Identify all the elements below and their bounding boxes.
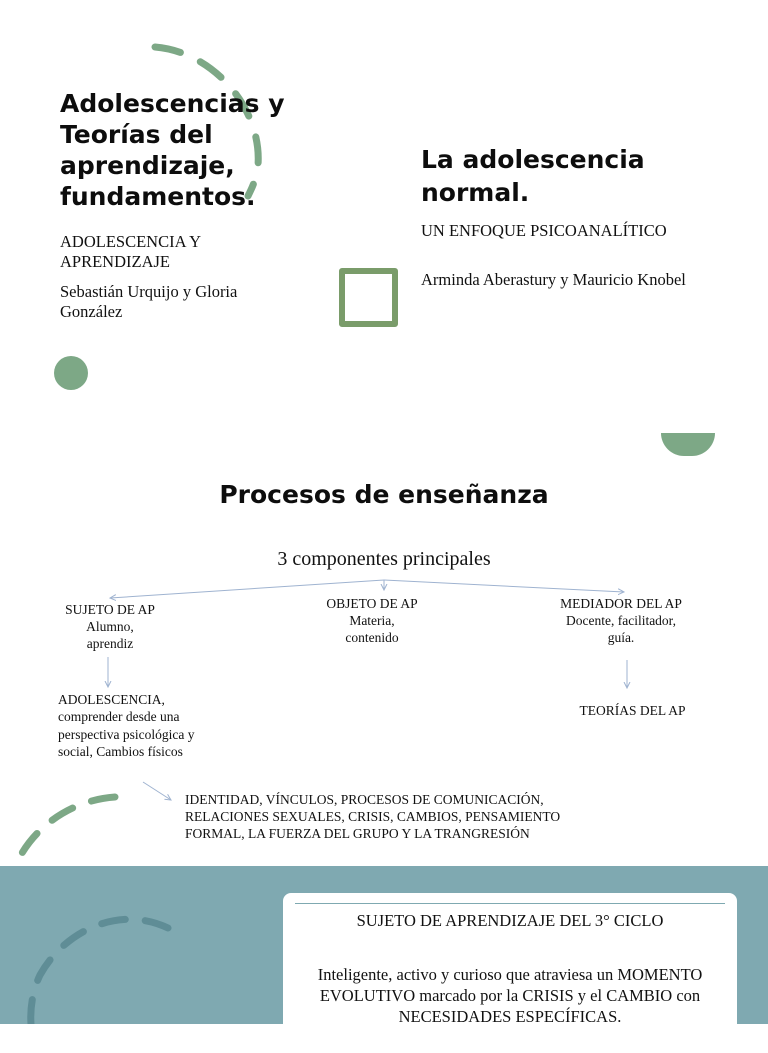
node-objeto-heading: OBJETO DE AP — [326, 596, 418, 611]
slide2-title: La adolescencia normal. — [421, 145, 645, 207]
card-body: Inteligente, activo y curioso que atraviesa un MOMENTO EVOLUTIVO marcado por la CRISIS y el CAMBIO con NECESIDADES ESPECÍFICAS. — [317, 965, 703, 1026]
node-sujeto-heading: SUJETO DE AP — [65, 602, 155, 617]
node-mediador-detail: Docente, facilitador, guía. — [565, 613, 677, 645]
adolescencia-text: ADOLESCENCIA, comprender desde una perspectiva psicológica y social, Cambios físicos — [58, 692, 195, 759]
card-divider — [295, 903, 725, 904]
node-mediador — [548, 595, 694, 646]
node-sujeto — [50, 601, 170, 652]
node-objeto-detail: Materia, contenido — [345, 613, 399, 645]
slide2-subtitle: UN ENFOQUE PSICOANALÍTICO — [421, 221, 667, 240]
card-title: SUJETO DE APRENDIZAJE DEL 3° CICLO — [356, 911, 664, 930]
teorias-text: TEORÍAS DEL AP — [579, 703, 686, 718]
dashed-arc-bottom — [0, 866, 280, 1024]
processes-title: Procesos de enseñanza — [219, 480, 549, 509]
slide1-title: Adolescencias y Teorías del aprendizaje, fundamentos. — [60, 89, 285, 211]
node-objeto — [312, 595, 432, 646]
identidad-text: IDENTIDAD, VÍNCULOS, PROCESOS DE COMUNICACIÓN, RELACIONES SEXUALES, CRISIS, CAMBIOS, PENSAMIENTO FORMAL, LA FUERZA DEL GRUPO Y LA TRANGRESIÓN — [185, 792, 561, 841]
slide1-subtitle: ADOLESCENCIA Y APRENDIZAJE — [60, 232, 201, 271]
node-sujeto-detail: Alumno, aprendiz — [86, 619, 134, 651]
slide2-authors: Arminda Aberastury y Mauricio Knobel — [421, 270, 686, 289]
slide1-authors: Sebastián Urquijo y Gloria González — [60, 282, 238, 321]
components-title: 3 componentes principales — [277, 548, 491, 570]
node-mediador-heading: MEDIADOR DEL AP — [560, 596, 682, 611]
